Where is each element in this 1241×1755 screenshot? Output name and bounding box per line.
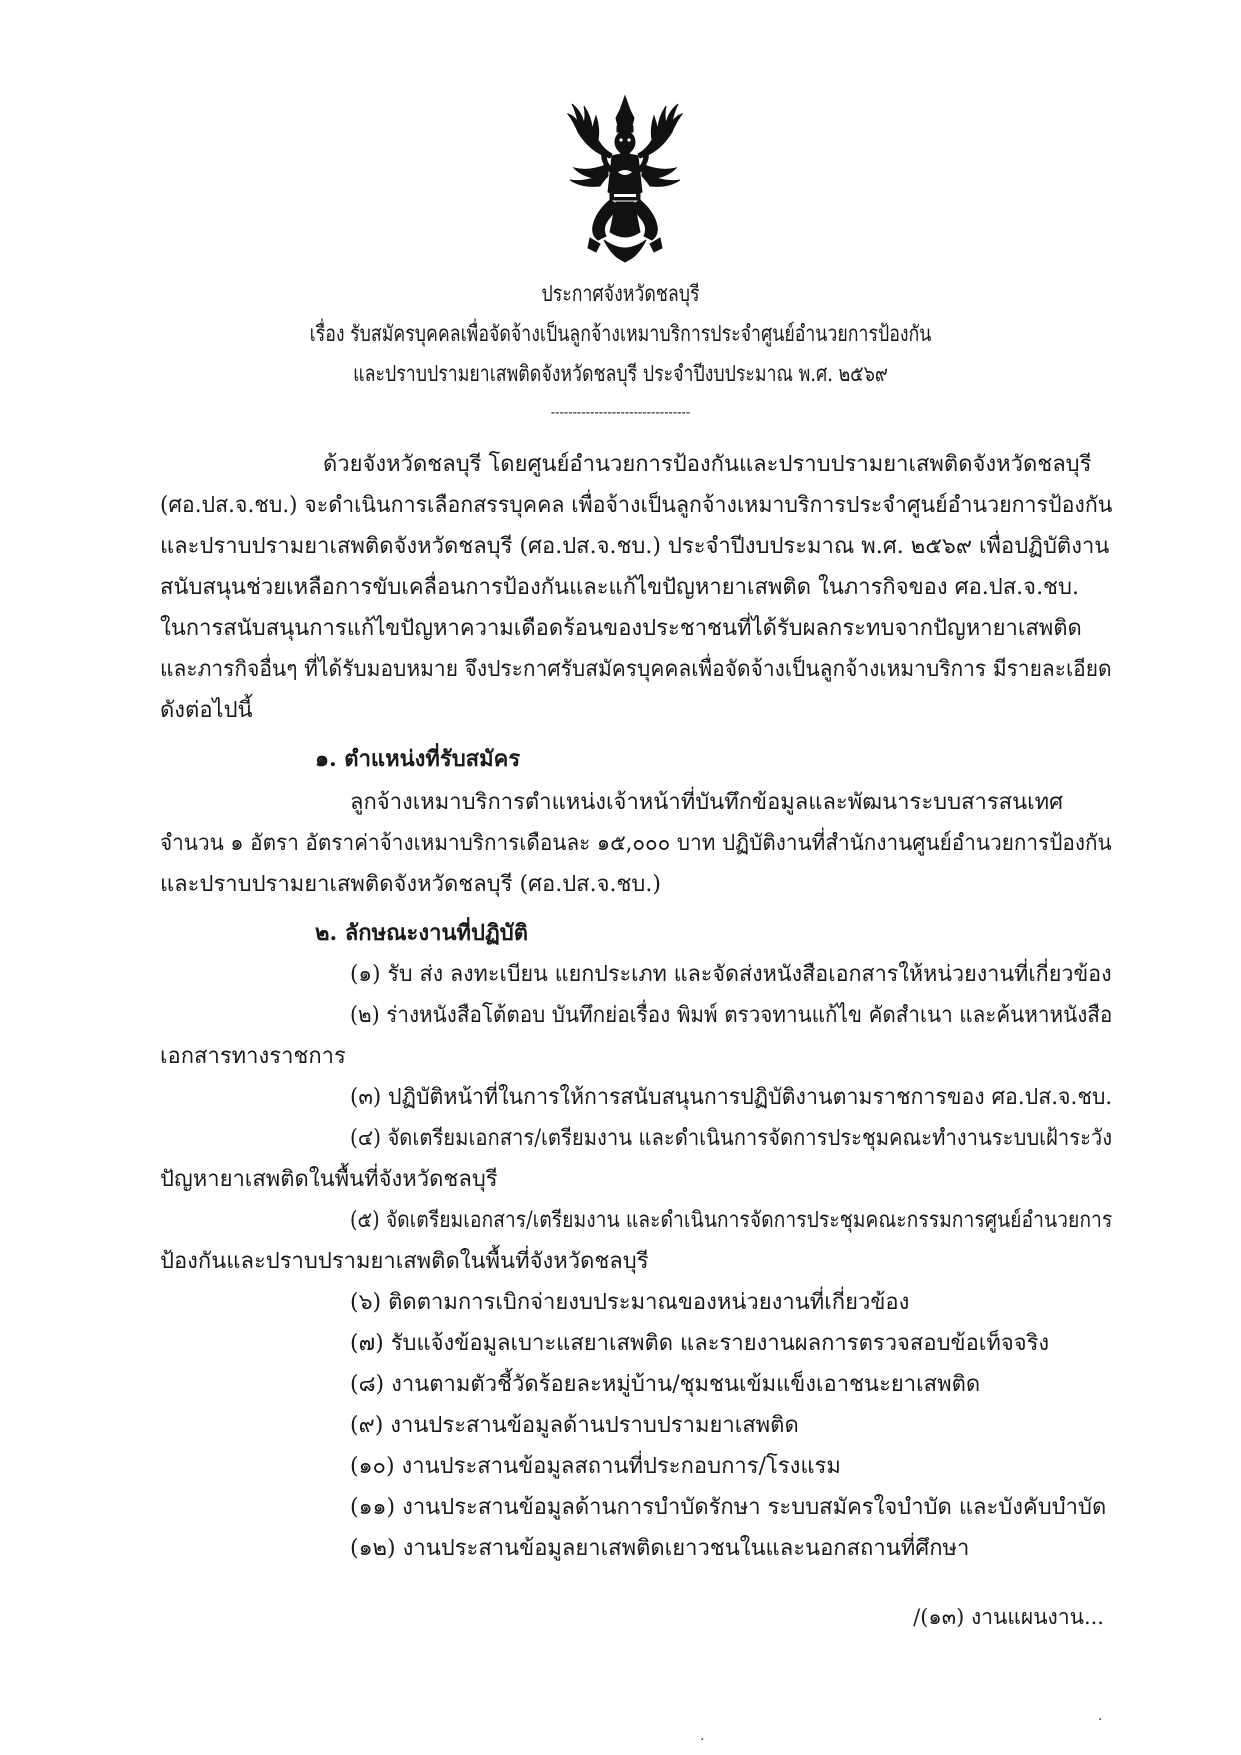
section-2-heading: ๒. ลักษณะงานที่ปฏิบัติ bbox=[315, 920, 528, 946]
garuda-emblem-icon bbox=[560, 92, 690, 264]
intro-line-6: และภารกิจอื่นๆ ที่ได้รับมอบหมาย จึงประกาศรับสมัครบุคคลเพื่อจัดจ้างเป็นลูกจ้างเหมาบริการ มีรายละเอียด bbox=[160, 657, 1112, 682]
intro-line-7: ดังต่อไปนี้ bbox=[160, 698, 253, 723]
section-1-line-3: และปราบปรามยาเสพติดจังหวัดชลบุรี (ศอ.ปส.จ.ชบ.) bbox=[160, 872, 661, 897]
intro-line-2: (ศอ.ปส.จ.ชบ.) จะดำเนินการเลือกสรรบุคคล เพื่อจ้างเป็นลูกจ้างเหมาบริการประจำศูนย์อำนวยการป้องกัน bbox=[160, 493, 1113, 518]
list-item: (๑๐) งานประสานข้อมูลสถานที่ประกอบการ/โรงแรม bbox=[350, 1454, 841, 1479]
header-divider: -------------------------------- bbox=[550, 402, 691, 421]
list-item: (๘) งานตามตัวชี้วัดร้อยละหมู่บ้าน/ชุมชนเข้มแข็งเอาชนะยาเสพติด bbox=[350, 1372, 981, 1397]
list-item: (๕) จัดเตรียมเอกสาร/เตรียมงาน และดำเนินการจัดการประชุมคณะกรรมการศูนย์อำนวยการ bbox=[350, 1208, 1113, 1233]
section-1-heading: ๑. ตำแหน่งที่รับสมัคร bbox=[315, 746, 521, 772]
list-item: (๑๑) งานประสานข้อมูลด้านการบำบัดรักษา ระบบสมัครใจบำบัด และบังคับบำบัด bbox=[350, 1495, 1107, 1520]
subject-line-2: และปราบปรามยาเสพติดจังหวัดชลบุรี ประจำปีงบประมาณ พ.ศ. ๒๕๖๙ bbox=[353, 362, 888, 387]
scan-speck: · bbox=[1098, 1712, 1103, 1728]
intro-line-4: สนับสนุนช่วยเหลือการขับเคลื่อนการป้องกันและแก้ไขปัญหายาเสพติด ในภารกิจของ ศอ.ปส.จ.ชบ. bbox=[160, 575, 1079, 600]
section-1-line-1: ลูกจ้างเหมาบริการตำแหน่งเจ้าหน้าที่บันทึกข้อมูลและพัฒนาระบบสารสนเทศ bbox=[350, 790, 1064, 815]
list-item: (๑) รับ ส่ง ลงทะเบียน แยกประเภท และจัดส่งหนังสือเอกสารให้หน่วยงานที่เกี่ยวข้อง bbox=[350, 962, 1112, 987]
intro-line-3: และปราบปรามยาเสพติดจังหวัดชลบุรี (ศอ.ปส.จ.ชบ.) ประจำปีงบประมาณ พ.ศ. ๒๕๖๙ เพื่อปฏิบัติงาน bbox=[160, 534, 1110, 559]
intro-line-1: ด้วยจังหวัดชลบุรี โดยศูนย์อำนวยการป้องกันและปราบปรามยาเสพติดจังหวัดชลบุรี bbox=[323, 452, 1092, 477]
list-item: (๓) ปฏิบัติหน้าที่ในการให้การสนับสนุนการปฏิบัติงานตามราชการของ ศอ.ปส.จ.ชบ. bbox=[350, 1085, 1113, 1110]
intro-line-5: ในการสนับสนุนการแก้ไขปัญหาความเดือดร้อนของประชาชนที่ได้รับผลกระทบจากปัญหายาเสพติด bbox=[160, 616, 1082, 641]
page-continuation: /(๑๓) งานแผนงาน... bbox=[913, 1605, 1104, 1629]
list-item-continuation: ปัญหายาเสพติดในพื้นที่จังหวัดชลบุรี bbox=[160, 1167, 498, 1192]
document-title: ประกาศจังหวัดชลบุรี bbox=[541, 282, 700, 307]
scan-speck: · bbox=[700, 1732, 705, 1748]
subject-line-1: เรื่อง รับสมัครบุคคลเพื่อจัดจ้างเป็นลูกจ้างเหมาบริการประจำศูนย์อำนวยการป้องกัน bbox=[309, 322, 932, 347]
list-item-continuation: ป้องกันและปราบปรามยาเสพติดในพื้นที่จังหวัดชลบุรี bbox=[160, 1249, 649, 1274]
list-item: (๗) รับแจ้งข้อมูลเบาะแสยาเสพติด และรายงานผลการตรวจสอบข้อเท็จจริง bbox=[350, 1331, 1050, 1356]
list-item: (๖) ติดตามการเบิกจ่ายงบประมาณของหน่วยงานที่เกี่ยวข้อง bbox=[350, 1290, 910, 1315]
list-item: (๔) จัดเตรียมเอกสาร/เตรียมงาน และดำเนินการจัดการประชุมคณะทำงานระบบเฝ้าระวัง bbox=[350, 1126, 1113, 1151]
list-item: (๑๒) งานประสานข้อมูลยาเสพติดเยาวชนในและนอกสถานที่ศึกษา bbox=[350, 1536, 970, 1561]
list-item: (๒) ร่างหนังสือโต้ตอบ บันทึกย่อเรื่อง พิมพ์ ตรวจทานแก้ไข คัดสำเนา และค้นหาหนังสือ bbox=[350, 1003, 1113, 1028]
list-item-continuation: เอกสารทางราชการ bbox=[160, 1044, 346, 1069]
section-1-line-2: จำนวน ๑ อัตรา อัตราค่าจ้างเหมาบริการเดือนละ ๑๕,๐๐๐ บาท ปฏิบัติงานที่สำนักงานศูนย์อำนวยการป้องกัน bbox=[160, 831, 1112, 856]
list-item: (๙) งานประสานข้อมูลด้านปราบปรามยาเสพติด bbox=[350, 1413, 799, 1438]
